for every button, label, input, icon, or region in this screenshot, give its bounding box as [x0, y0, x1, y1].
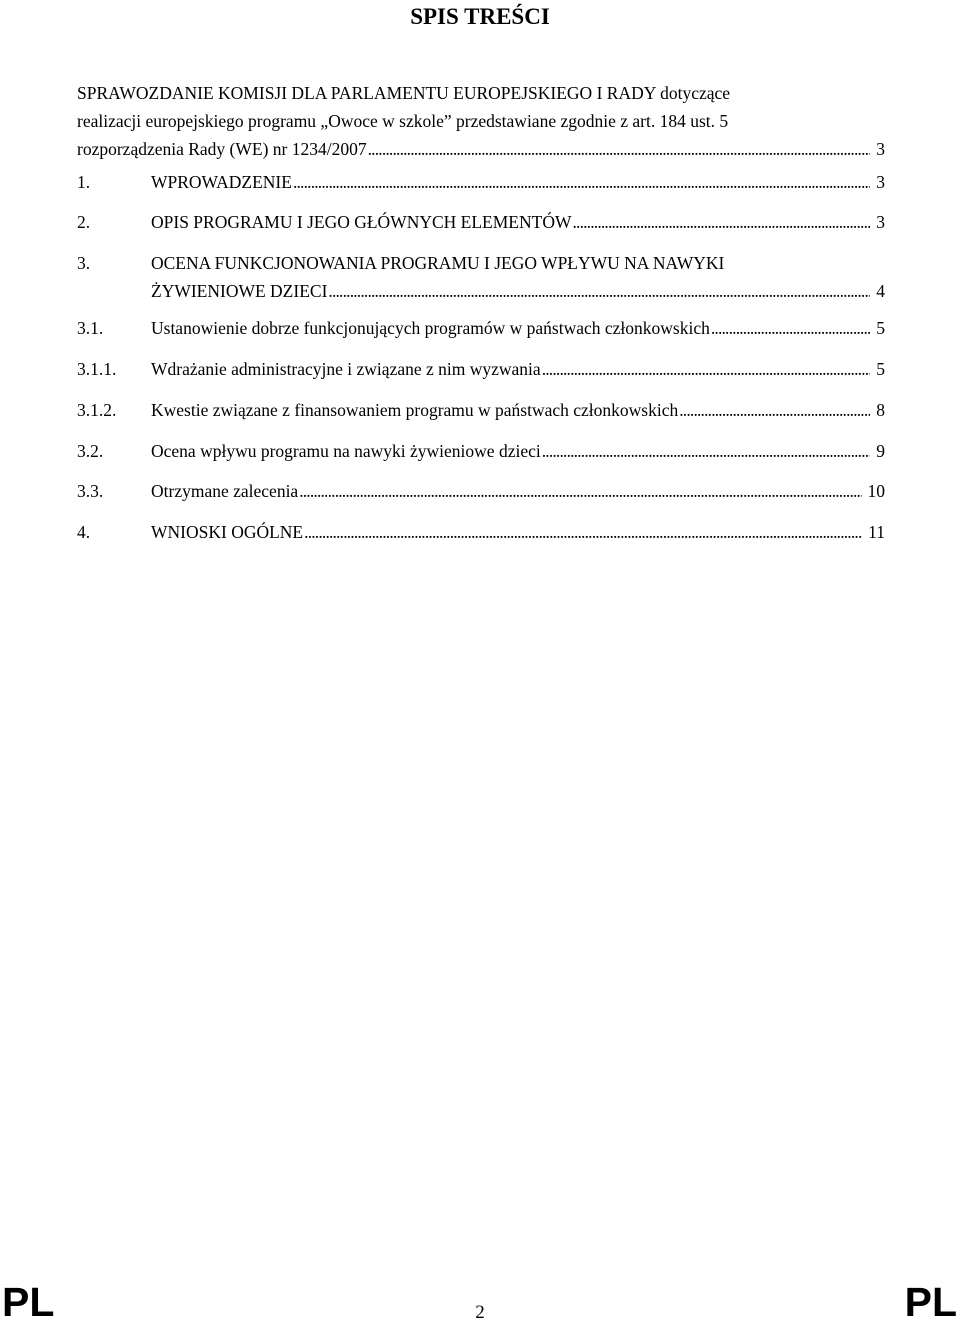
page-title: SPIS TREŚCI: [410, 4, 550, 29]
dot-leader: [572, 208, 870, 236]
section-number: 3.2.: [77, 441, 104, 461]
intro-line-1: SPRAWOZDANIE KOMISJI DLA PARLAMENTU EUROPEJSKIEGO I RADY dotyczące: [77, 83, 731, 103]
section-title: Ustanowienie dobrze funkcjonujących programów w państwach członkowskich: [151, 318, 710, 338]
intro-line-2: realizacji europejskiego programu „Owoce w szkole” przedstawiane zgodnie z art. 184 ust. 5: [77, 111, 729, 131]
page-number: 3: [876, 212, 885, 232]
section-title-continued: ŻYWIENIOWE DZIECI: [151, 281, 328, 301]
section-number: 3.1.1.: [77, 359, 117, 379]
page-number: 11: [868, 522, 885, 542]
page-number: 10: [867, 481, 885, 501]
section-title: Kwestie związane z finansowaniem programu w państwach członkowskich: [151, 400, 679, 420]
section-number: 3.: [77, 253, 91, 273]
dot-leader: [542, 437, 871, 465]
toc-entry-3-1-1[interactable]: [77, 355, 885, 383]
section-number: 3.3.: [77, 481, 104, 501]
intro-line-3-text: rozporządzenia Rady (WE) nr 1234/2007: [77, 139, 367, 159]
page-number: 5: [876, 318, 885, 338]
section-title: WPROWADZENIE: [151, 172, 292, 192]
toc-entry-3[interactable]: [77, 249, 885, 305]
section-number: 2.: [77, 212, 91, 232]
page-number: 3: [876, 172, 885, 192]
dot-leader: [368, 135, 871, 163]
section-title: WNIOSKI OGÓLNE: [151, 522, 304, 542]
section-number: 1.: [77, 172, 91, 192]
toc-entry-intro[interactable]: [77, 79, 885, 163]
toc-entry-3-3[interactable]: [77, 477, 885, 505]
section-number: 3.1.2.: [77, 400, 117, 420]
page-number: 9: [876, 441, 885, 461]
page-number: 3: [876, 139, 885, 159]
toc-entry-3-1-2[interactable]: [77, 396, 885, 424]
section-title: OPIS PROGRAMU I JEGO GŁÓWNYCH ELEMENTÓW: [151, 212, 572, 232]
footer-language-left: PL: [2, 1279, 55, 1325]
toc-entry-4[interactable]: [77, 518, 885, 546]
section-title: OCENA FUNKCJONOWANIA PROGRAMU I JEGO WPŁYWU NA NAWYKI: [151, 253, 725, 273]
page-number: 5: [876, 359, 885, 379]
dot-leader: [542, 355, 871, 383]
toc-entry-3-1[interactable]: [77, 314, 885, 342]
dot-leader: [679, 396, 870, 424]
toc-entry-1[interactable]: [77, 168, 885, 196]
toc-entry-3-2[interactable]: [77, 437, 885, 465]
page-number: 8: [876, 400, 885, 420]
section-number: 4.: [77, 522, 91, 542]
section-title: Otrzymane zalecenia: [151, 481, 299, 501]
dot-leader: [304, 518, 862, 546]
footer-language-right: PL: [904, 1279, 957, 1325]
intro-line-3: [77, 135, 885, 163]
section-title: Wdrażanie administracyjne i związane z nim wyzwania: [151, 359, 541, 379]
dot-leader: [293, 168, 870, 196]
toc-entry-2[interactable]: [77, 208, 885, 236]
dot-leader: [711, 314, 870, 342]
dot-leader: [299, 477, 861, 505]
section-number: 3.1.: [77, 318, 104, 338]
section-title: Ocena wpływu programu na nawyki żywieniowe dzieci: [151, 441, 541, 461]
dot-leader: [328, 277, 870, 305]
page-number: 4: [876, 281, 885, 301]
footer-page-number: 2: [475, 1302, 485, 1323]
